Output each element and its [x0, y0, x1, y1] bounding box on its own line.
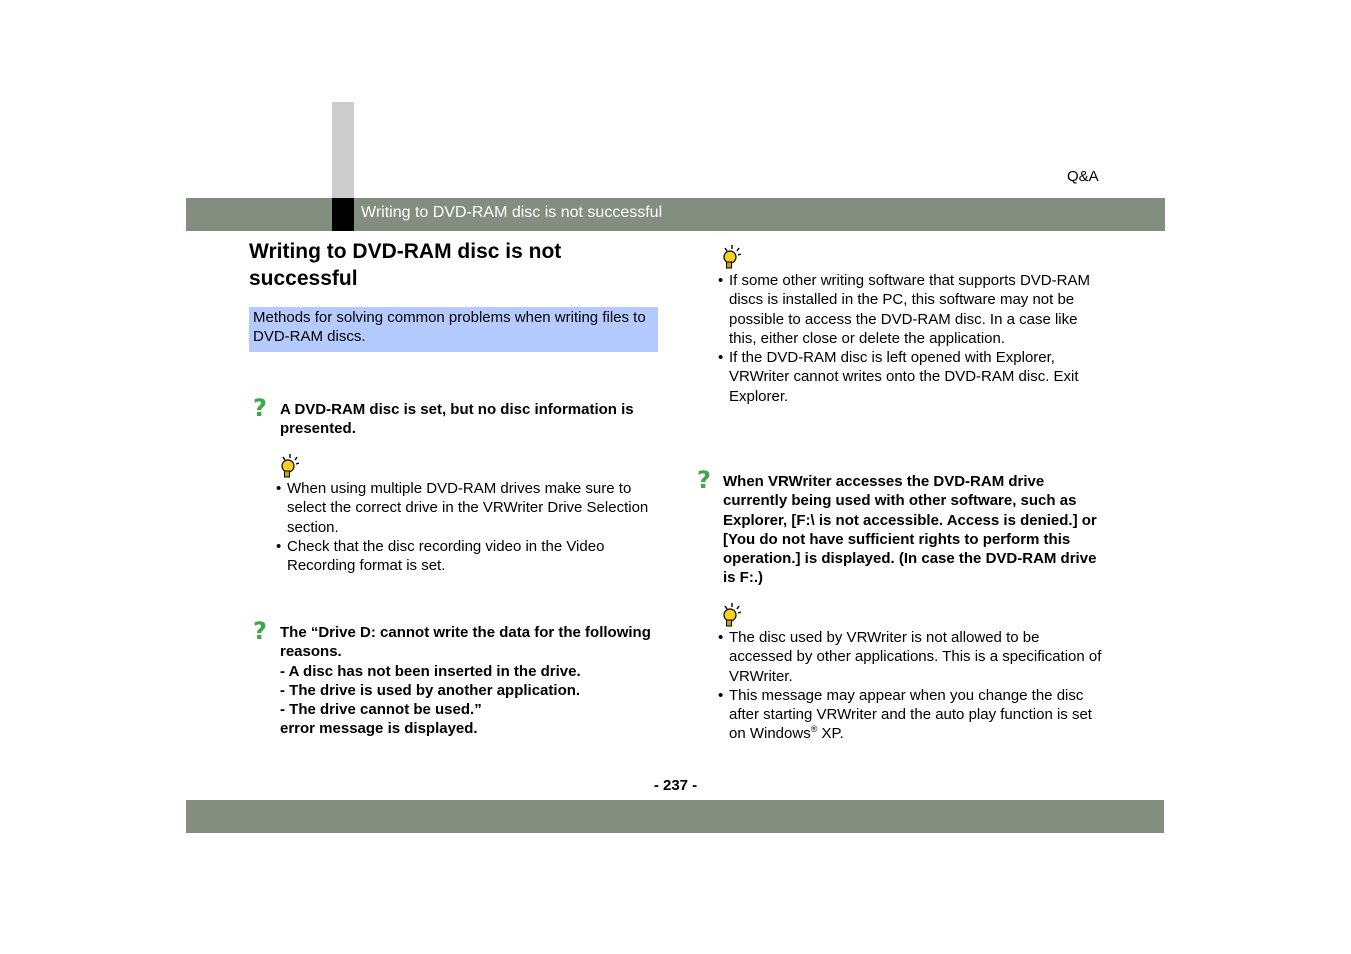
answer-item: • If the DVD-RAM disc is left opened with Explorer, VRWriter cannot writes onto the DVD-RAM disc. Exit Explorer. — [718, 348, 1103, 406]
faq-answers-3 — [718, 628, 1103, 744]
faq-question-3 — [723, 472, 1103, 588]
question-icon: ? — [697, 466, 711, 494]
section-label: Q&A — [1067, 168, 1099, 185]
question-icon: ? — [253, 394, 267, 422]
faq-answers-2 — [718, 271, 1103, 406]
answer-item: • When using multiple DVD-RAM drives make sure to select the correct drive in the VRWriter Drive Selection section. — [276, 479, 661, 537]
page-number: - 237 - — [653, 777, 698, 794]
answer-item: • Check that the disc recording video in the Video Recording format is set. — [276, 537, 661, 576]
answer-item: • The disc used by VRWriter is not allowed to be accessed by other applications. This is a specification of VRWriter. — [718, 628, 1103, 686]
faq-question-line: A DVD-RAM disc is set, but no disc information is presented. — [280, 401, 634, 438]
answer-item: • If some other writing software that supports DVD-RAM discs is installed in the PC, this software may not be possible to access the DVD-RAM disc. In a case like this, either close or delete the application. — [718, 271, 1103, 348]
faq-question-line: - A disc has not been inserted in the drive. — [280, 662, 581, 680]
answer-item — [718, 686, 1103, 744]
registered-mark: ® — [810, 724, 818, 735]
answer-tail-text: XP. — [817, 725, 844, 743]
faq-answers-1 — [276, 479, 661, 575]
header-title: Writing to DVD-RAM disc is not successful — [361, 204, 663, 221]
faq-question-line: error message is displayed. — [280, 720, 478, 738]
answer-text: This message may appear when you change the disc after starting VRWriter and the auto play function is set on Windows — [729, 686, 1092, 743]
faq-question-line: The “Drive D: cannot write the data for the following reasons. — [280, 624, 651, 661]
footer-bar — [186, 800, 1164, 833]
faq-question-line: - The drive is used by another application. — [280, 681, 581, 699]
faq-question-line: When VRWriter accesses the DVD-RAM drive currently being used with other software, such as Explorer, [F:\ is not accessible. Access is denied.] or [You do not have sufficient rights to perform this operation.] is displayed. (In case the DVD-RAM drive is F:.) — [723, 473, 1097, 587]
question-icon: ? — [253, 617, 267, 645]
summary-box: Methods for solving common problems when writing files to DVD-RAM discs. — [249, 307, 658, 352]
faq-question-line: - The drive cannot be used.” — [280, 701, 482, 719]
lightbulb-icon — [279, 454, 301, 480]
lightbulb-icon — [721, 245, 743, 271]
lightbulb-icon — [721, 603, 743, 629]
faq-question-1 — [280, 400, 660, 439]
header-bar-marker — [332, 198, 354, 231]
header-tab-accent — [332, 102, 354, 198]
page-title: Writing to DVD-RAM disc is not successful — [249, 240, 562, 290]
faq-question-2 — [280, 623, 660, 739]
